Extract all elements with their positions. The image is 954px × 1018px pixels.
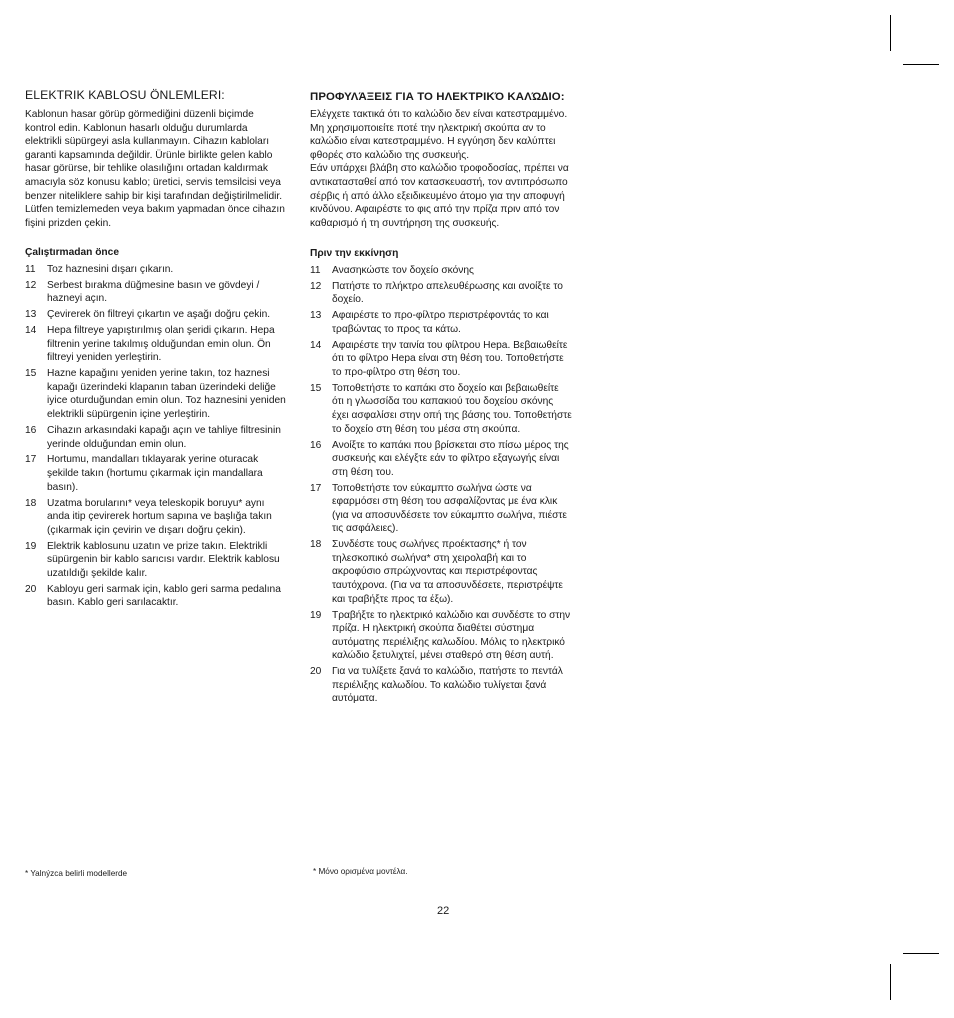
list-item [310, 482, 572, 536]
turkish-heading: ELEKTRIK KABLOSU ÖNLEMLERI: [25, 88, 225, 102]
turkish-footnote: * Yalnýzca belirli modellerde [25, 869, 128, 878]
list-item [25, 263, 287, 277]
greek-column [310, 88, 572, 708]
step-number: 11 [25, 263, 36, 275]
list-item [25, 540, 287, 581]
step-number: 17 [310, 482, 322, 494]
step-text: Hortumu, mandalları tıklayarak yerine oturacak şekilde takın (hortumu çıkarmak için mandallara basın). [47, 454, 263, 493]
step-number: 13 [310, 310, 322, 322]
greek-footnote: * Μόνο ορισμένα μοντέλα. [313, 867, 408, 876]
step-text: Ανοίξτε το καπάκι που βρίσκεται στο πίσω μέρος της συσκευής και ελέγξτε εάν το φίλτρο εξαγωγής είναι στη θέση του. [332, 439, 569, 478]
step-number: 16 [310, 439, 322, 451]
step-text: Hazne kapağını yeniden yerine takın, toz haznesi kapağı üzerindeki klapanın taban üzerindeki deliğe iyice oturduğundan emin olun. Toz haznesini yeniden elektrikli süpürgenin içine yerleştirin. [47, 368, 286, 421]
list-item [25, 324, 287, 365]
list-item [25, 424, 287, 451]
step-text: Çevirerek ön filtreyi çıkartın ve aşağı doğru çekin. [47, 309, 271, 321]
turkish-steps [25, 263, 287, 610]
step-text: Τραβήξτε το ηλεκτρικό καλώδιο και συνδέστε το στην πρίζα. Η ηλεκτρική σκούπα διαθέτει σύστημα αυτόματης περιέλιξης καλωδίου. Μόλις το ηλεκτρικό καλώδιο ξετυλιχτεί, μένει σταθερό στη θέση αυτή. [332, 609, 571, 662]
turkish-subheading: Çalıştırmadan önce [25, 247, 119, 259]
greek-steps [310, 264, 572, 706]
step-number: 19 [310, 609, 322, 621]
page-number: 22 [437, 905, 450, 917]
list-item [25, 279, 287, 306]
list-item [310, 439, 572, 480]
step-text: Elektrik kablosunu uzatın ve prize takın. Elektrikli süpürgenin bir kablo sarıcısı vardır. Elektrik kablosu uzatıldığı şekilde kalır. [47, 540, 280, 579]
step-number: 12 [310, 280, 322, 292]
greek-paragraph-1: Ελέγχετε τακτικά ότι το καλώδιο δεν είναι κατεστραμμένο. Μη χρησιμοποιείτε ποτέ την ηλεκτρική σκούπα αν το καλώδιο είναι κατεστραμμένο. Η εγγύηση δεν καλύπτει φθορές στο καλώδιο της συσκευής. [310, 109, 568, 161]
step-text: Τοποθετήστε τον εύκαμπτο σωλήνα ώστε να εφαρμόσει στη θέση του ασφαλίζοντας με ένα κλικ (για να αποσυνδέσετε τον εύκαμπτο σωλήνα, πιέστε τις ασφάλειες). [332, 482, 567, 535]
list-item [310, 339, 572, 380]
step-number: 15 [25, 368, 37, 380]
list-item [310, 264, 572, 278]
step-text: Αφαιρέστε την ταινία του φίλτρου Hepa. Βεβαιωθείτε ότι το φίλτρο Hepa είναι στη θέση του. Τοποθετήστε το προ-φίλτρο στη θέση του. [332, 339, 568, 378]
step-number: 11 [310, 264, 321, 276]
list-item [25, 497, 287, 538]
step-number: 18 [310, 539, 322, 551]
step-number: 12 [25, 279, 37, 291]
step-number: 19 [25, 540, 37, 552]
step-text: Τοποθετήστε το καπάκι στο δοχείο και βεβαιωθείτε ότι η γλωσσίδα του καπακιού του δοχείου σκόνης έχει ασφαλίσει στην οπή της βάσης του. Τοποθετήστε το δοχείο στη θέση του μέσα στη σκούπα. [332, 382, 572, 435]
step-text: Ανασηκώστε τον δοχείο σκόνης [332, 264, 474, 276]
step-text: Hepa filtreye yapıştırılmış olan şeridi çıkarın. Hepa filtrenin yerine takılmış olduğundan emin olun. Ön filtreyi yeniden yerleştirin. [47, 325, 275, 364]
list-item [25, 583, 287, 610]
list-item [25, 453, 287, 494]
list-item [310, 382, 572, 436]
step-number: 18 [25, 497, 37, 509]
list-item [310, 280, 572, 307]
list-item [310, 538, 572, 606]
list-item [310, 309, 572, 336]
step-text: Uzatma borularını* veya teleskopik boruyu* aynı anda itip çevirerek hortum sapına ve başlığa takın (çıkarmak için çevirin ve dışarı doğru çekin). [47, 497, 272, 536]
step-number: 14 [25, 325, 37, 337]
list-item [310, 609, 572, 663]
step-number: 14 [310, 339, 322, 351]
turkish-paragraph: Kablonun hasar görüp görmediğini düzenli biçimde kontrol edin. Kablonun hasarlı olduğu durumlarda elektrikli süpürgeyi asla kullanmayın. Cihazın kabloları garanti kapsamında değildir. Ürünle birlikte gelen kablo hasar görürse, bir tehlike olasılığını ortadan kaldırmak amacıyla söz konusu kablo; üretici, servis temsilcisi veya benzer niteliklere sahip bir kişi tarafından değiştirilmelidir. Lütfen temizlemeden veya bakım yapmadan önce cihazın fişini prizden çekin. [25, 109, 285, 229]
step-number: 16 [25, 424, 37, 436]
greek-subheading: Πριν την εκκίνηση [310, 248, 399, 260]
crop-mark-top-vertical [890, 15, 891, 51]
turkish-column [25, 88, 287, 612]
step-text: Πατήστε το πλήκτρο απελευθέρωσης και ανοίξτε το δοχείο. [332, 280, 563, 306]
greek-heading: ΠΡΟΦΥΛΆΞΕΙΣ ΓΙΑ ΤΟ ΗΛΕΚΤΡΙΚΌ ΚΑΛΏ∆ΙΟ: [310, 91, 565, 103]
step-text: Cihazın arkasındaki kapağı açın ve tahliye filtresinin yerinde olduğundan emin olun. [47, 424, 281, 450]
step-number: 20 [310, 666, 322, 678]
list-item [25, 308, 287, 322]
step-number: 20 [25, 583, 37, 595]
crop-mark-bottom-horizontal [903, 953, 939, 954]
step-text: Serbest bırakma düğmesine basın ve gövdeyi / hazneyi açın. [47, 279, 260, 305]
step-number: 13 [25, 309, 37, 321]
list-item [310, 665, 572, 706]
list-item [25, 367, 287, 421]
crop-mark-bottom-vertical [890, 964, 891, 1000]
step-text: Toz haznesini dışarı çıkarın. [47, 263, 174, 275]
crop-mark-top-horizontal [903, 64, 939, 65]
step-text: Για να τυλίξετε ξανά το καλώδιο, πατήστε το πεντάλ περιέλιξης καλωδίου. Το καλώδιο τυλίγεται ξανά αυτόματα. [332, 666, 563, 705]
step-number: 15 [310, 382, 322, 394]
step-text: Συνδέστε τους σωλήνες προέκτασης* ή τον τηλεσκοπικό σωλήνα* στη χειρολαβή και το ακροφύσιο σπρώχνοντας και περιστρέφοντας ταυτόχρονα. (Για να τα αποσυνδέσετε, περιστρέψτε και τραβήξτε προς τα έξω). [332, 539, 563, 605]
greek-paragraph-2: Εάν υπάρχει βλάβη στο καλώδιο τροφοδοσίας, πρέπει να αντικατασταθεί από τον κατασκευαστή, τον αντιπρόσωπο σέρβις ή από άλλο εξειδικευμένο άτομο για την αποφυγή κινδύνου. Αφαιρέστε το φις από την πρίζα πριν από τον καθαρισμό ή τη συντήρηση της συσκευής. [310, 163, 569, 229]
step-text: Kabloyu geri sarmak için, kablo geri sarma pedalına basın. Kablo geri sarılacaktır. [47, 583, 281, 609]
step-number: 17 [25, 454, 37, 466]
step-text: Αφαιρέστε το προ-φίλτρο περιστρέφοντάς το και τραβώντας το προς τα κάτω. [332, 310, 549, 335]
